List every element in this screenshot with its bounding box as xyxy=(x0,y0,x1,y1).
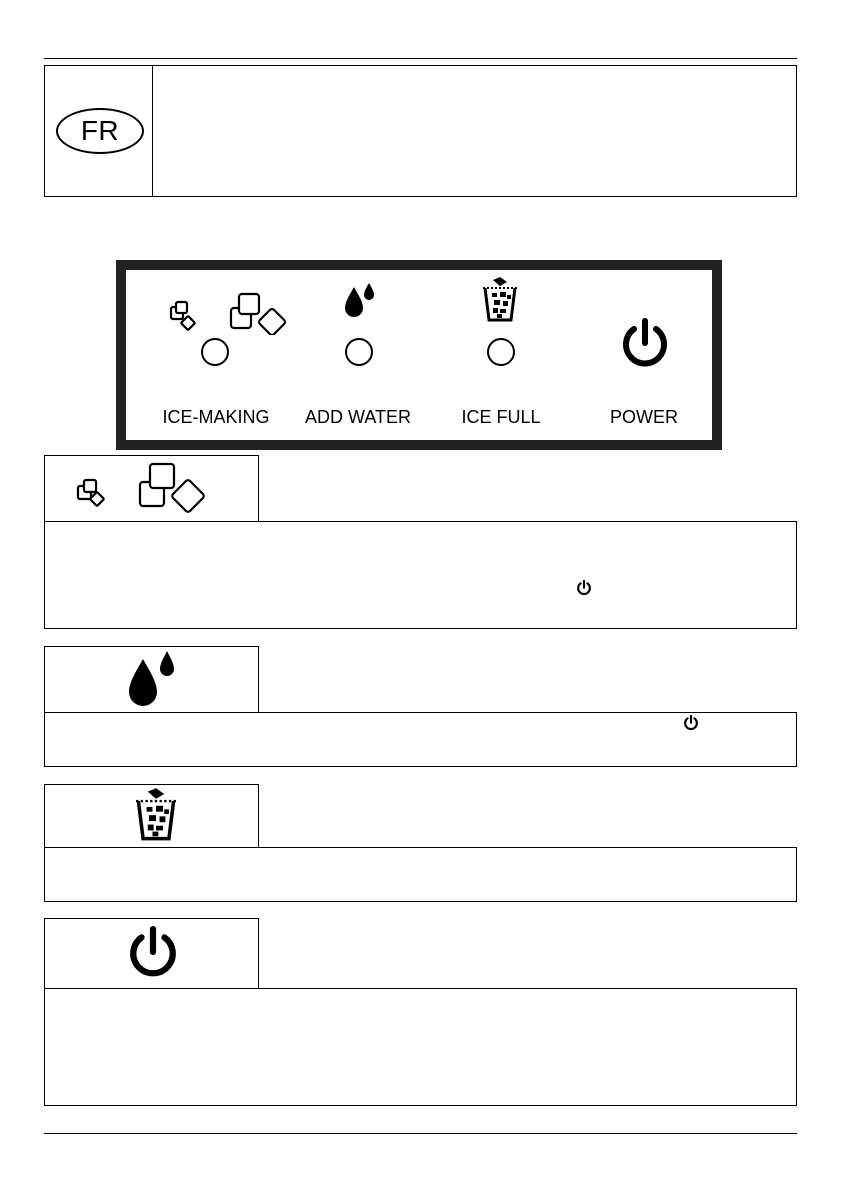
water-drops-icon xyxy=(343,283,377,319)
water-drops-icon xyxy=(127,651,177,711)
power-icon xyxy=(576,580,592,596)
language-header-box xyxy=(44,65,797,197)
top-rule xyxy=(44,58,797,59)
language-code: FR xyxy=(80,115,120,146)
language-badge xyxy=(56,108,144,154)
ice-full-label: ICE FULL xyxy=(461,407,541,427)
ice-making-led xyxy=(201,338,229,366)
power-description-box xyxy=(44,988,797,1106)
ice-full-led xyxy=(487,338,515,366)
power-icon xyxy=(683,715,699,731)
ice-full-description-box xyxy=(44,847,797,902)
ice-cubes-icon xyxy=(163,290,293,335)
add-water-label: ADD WATER xyxy=(305,407,411,427)
power-icon xyxy=(126,926,180,980)
ice-making-label: ICE-MAKING xyxy=(162,407,270,427)
header-divider xyxy=(152,65,153,197)
ice-making-description-box xyxy=(44,521,797,629)
power-label: POWER xyxy=(609,407,678,427)
add-water-led xyxy=(345,338,373,366)
ice-basket-icon xyxy=(481,276,519,322)
power-icon xyxy=(619,318,671,370)
ice-basket-icon xyxy=(133,787,179,841)
bottom-rule xyxy=(44,1133,797,1134)
ice-cubes-icon xyxy=(72,460,222,516)
